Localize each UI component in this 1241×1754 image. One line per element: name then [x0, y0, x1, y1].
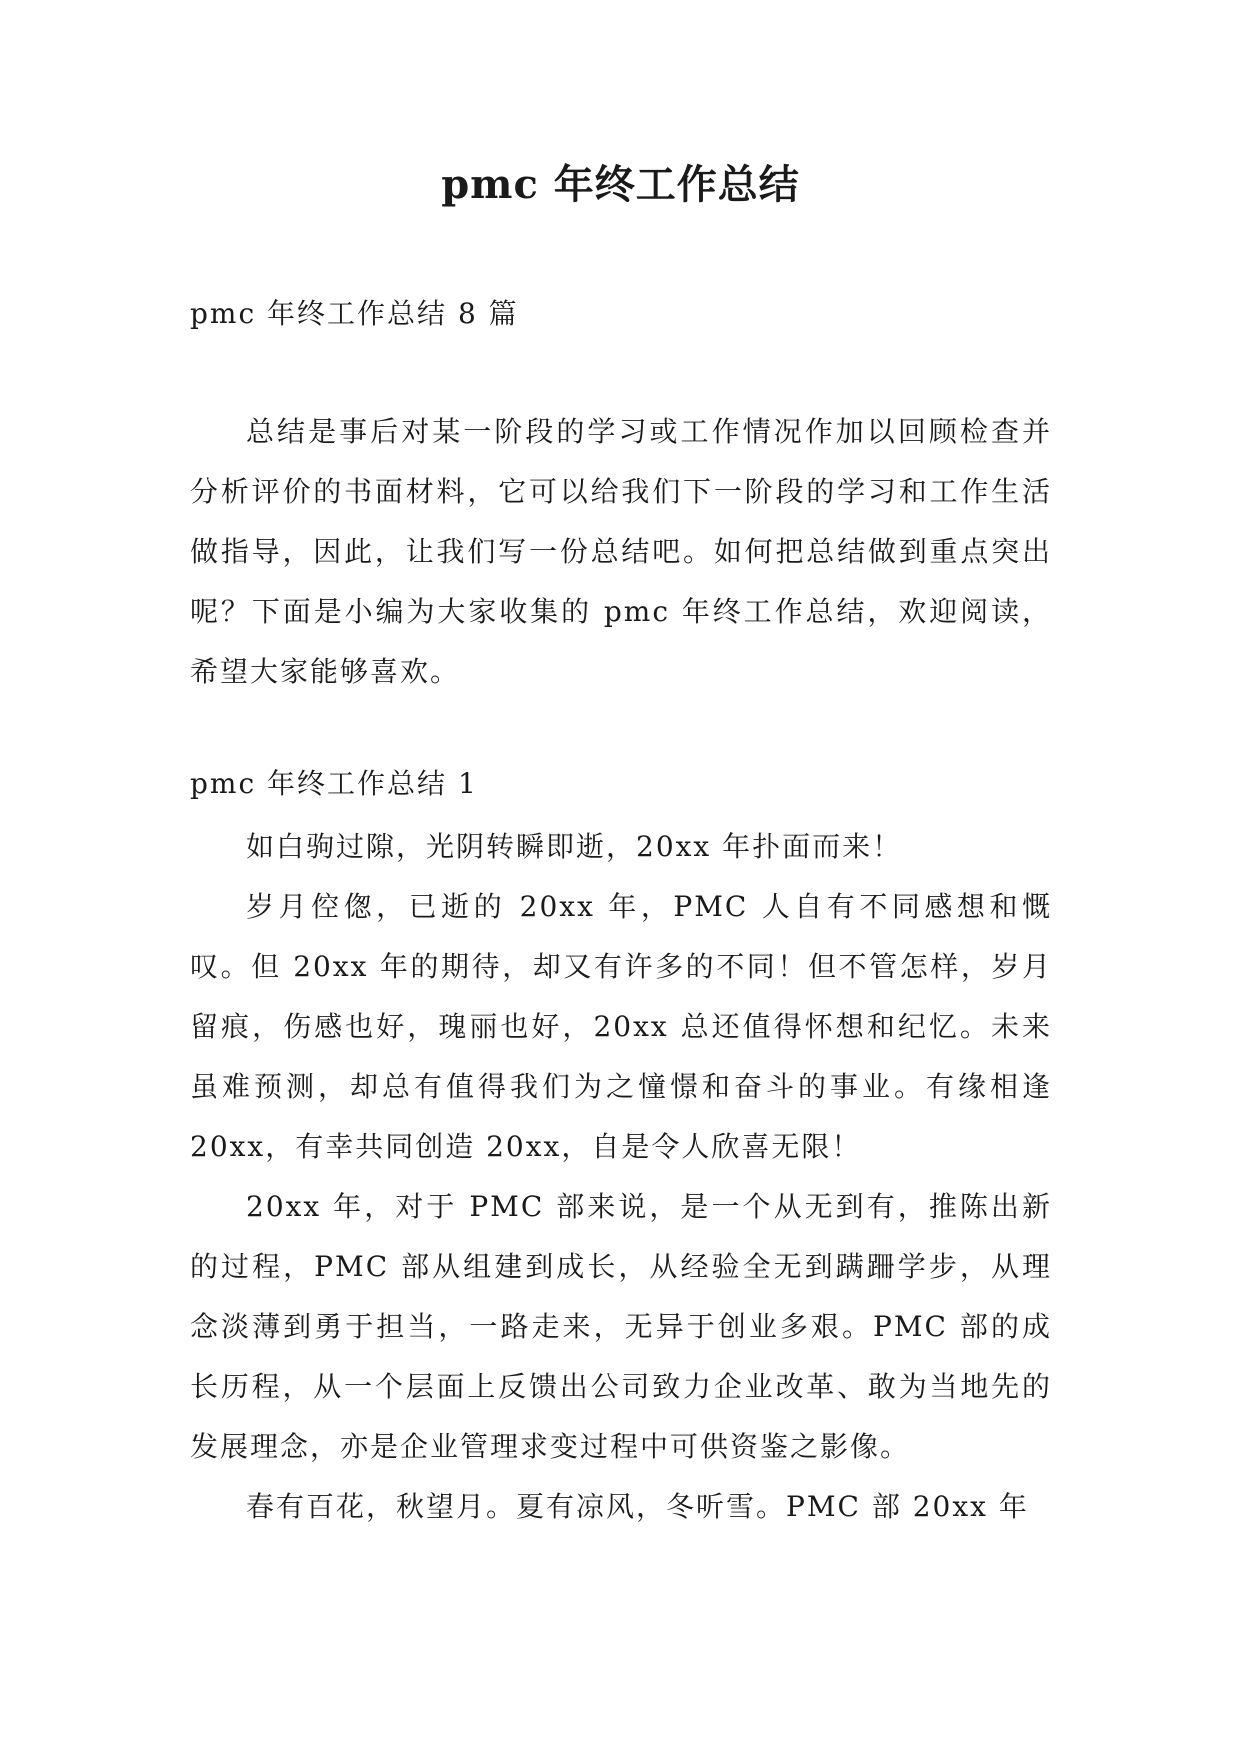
body-paragraph-4: 春有百花，秋望月。夏有凉风，冬听雪。PMC 部 20xx 年 — [246, 1490, 1029, 1523]
document-subtitle: pmc 年终工作总结 8 篇 — [190, 297, 519, 330]
intro-section — [190, 402, 1052, 702]
intro-paragraph: 总结是事后对某一阶段的学习或工作情况作加以回顾检查并分析评价的书面材料，它可以给我们下一阶段的学习和工作生活做指导，因此，让我们写一份总结吧。如何把总结做到重点突出呢？下面是小编为大家收集的 pmc 年终工作总结，欢迎阅读，希望大家能够喜欢。 — [190, 415, 1052, 688]
document-title: pmc 年终工作总结 — [441, 161, 800, 208]
section-heading: pmc 年终工作总结 1 — [190, 767, 478, 800]
body-paragraph-2: 岁月倥偬，已逝的 20xx 年，PMC 人自有不同感想和慨叹。但 20xx 年的期待，却又有许多的不同！但不管怎样，岁月留痕，伤感也好，瑰丽也好，20xx 总还值得怀想和纪忆。未来虽难预测，却总有值得我们为之憧憬和奋斗的事业。有缘相逢 20xx，有幸共同创造 20xx，自是令人欣喜无限！ — [190, 890, 1052, 1163]
body-paragraph-3: 20xx 年，对于 PMC 部来说，是一个从无到有，推陈出新的过程，PMC 部从组建到成长，从经验全无到蹒跚学步，从理念淡薄到勇于担当，一路走来，无异于创业多艰。PMC 部的成长历程，从一个层面上反馈出公司致力企业改革、敢为当地先的发展理念，亦是企业管理求变过程中可供资鉴之影像。 — [190, 1190, 1052, 1463]
section-body — [190, 817, 1052, 1537]
body-paragraph-1: 如白驹过隙，光阴转瞬即逝，20xx 年扑面而来！ — [246, 830, 903, 863]
